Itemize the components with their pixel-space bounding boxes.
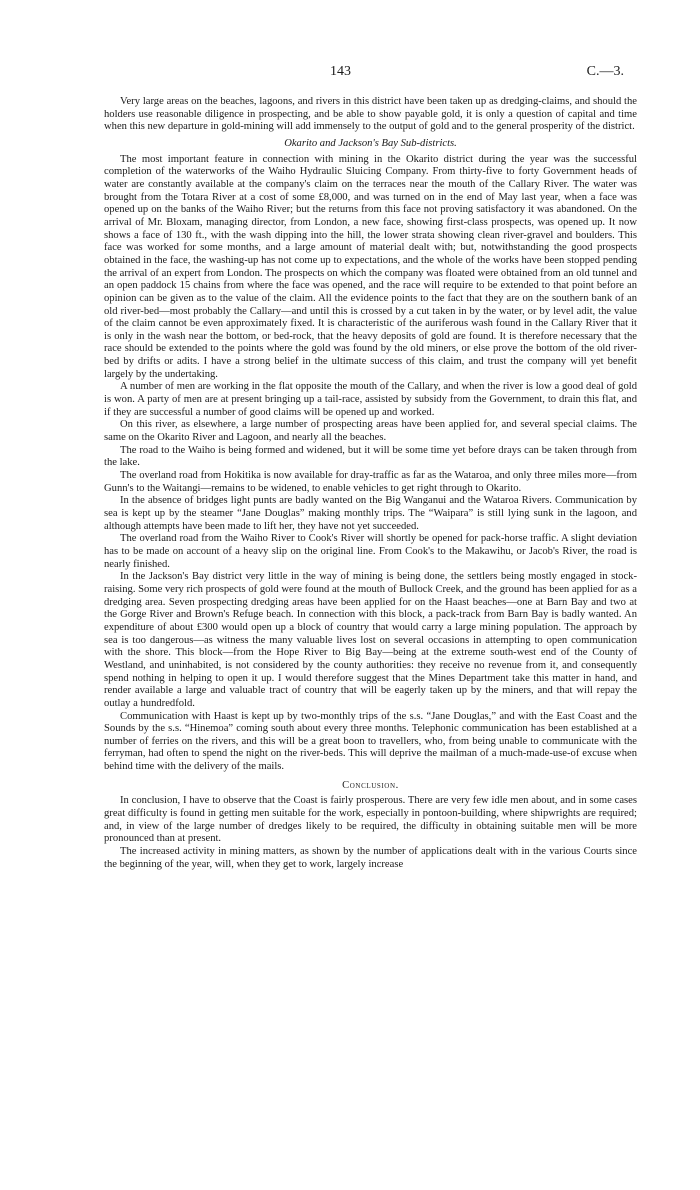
paragraph-intro: Very large areas on the beaches, lagoons, and rivers in this district have been taken up as dredging-claims, and should the holders use reasonable diligence in prospecting, and be able to show payable gold, it is only a question of capital and time when this new departure in gold-mining will add immensely to the output of gold and to the general prosperity of the district.	[104, 96, 637, 133]
paragraph: Communication with Haast is kept up by two-monthly trips of the s.s. “Jane Douglas,” and with the East Coast and the Sounds by the s.s. “Hinemoa” coming south about every three months. Telephonic communication has been established at a number of ferries on the rivers, and this will be a great boon to travellers, who, from being unable to communicate with the ferryman, had often to spend the night on the river-beds. This will deprive the mailman of a much-made-use-of excuse when behind time with the delivery of the mails.	[104, 710, 637, 773]
paragraph: The overland road from the Waiho River to Cook's River will shortly be opened for pack-horse traffic. A slight deviation has to be made on account of a heavy slip on the original line. From Cook's to the Makawihu, or Jacob's River, the road is nearly finished.	[104, 533, 637, 570]
paragraph: In conclusion, I have to observe that the Coast is fairly prosperous. There are very few idle men about, and in some cases great difficulty is found in getting men suitable for the work, especially in pontoon-building, where shipwrights are required; and, in view of the large number of dredges likely to be required, the difficulty in obtaining suitable men will be more pronounced than at present.	[104, 795, 637, 845]
page-number: 143	[330, 64, 351, 79]
paragraph: The overland road from Hokitika is now available for dray-traffic as far as the Wataroa, and only three miles more—from Gunn's to the Waitangi—remains to be widened, to enable vehicles to get right through to Okarito.	[104, 470, 637, 494]
paper-reference: C.—3.	[586, 64, 624, 79]
paragraph: The most important feature in connection with mining in the Okarito district during the year was the successful completion of the waterworks of the Waiho Hydraulic Sluicing Company. From thirty-five to forty Government heads of water are constantly available at the company's claim on the terraces near the mouth of the Callary River. The water was brought from the Totara River at a cost of some £8,000, and was turned on in the end of May last year, when a face was opened up on the banks of the Waiho River; but the returns from this face not proving satisfactory it was abandoned. On the arrival of Mr. Bloxam, managing director, from London, a new face, showing first-class prospects, was opened up. It now shows a face of 130 ft., with the wash dipping into the hill, the lower strata showing clean river-gravel and boulders. This face was worked for some months, and a large amount of material dealt with; but, notwithstanding the good prospects obtained in the face, the washing-up has not come up to expectations, and the whole of the works have been stopped pending the arrival of an expert from London. The prospects on which the company was floated were obtained from an old tunnel and an open paddock 15 chains from where the face was opened, and the race will require to be extended to that point before an opinion can be given as to the value of the claim. All the evidence points to the fact that they are on the southern bank of an old river-bed—most probably the Callary—and until this is crossed by a cut taken in by the water, or by level adit, the value of the claim cannot be even approximately fixed. It is characteristic of the auriferous wash found in the Callary River that it is only in the wash near the bottom, or bed-rock, that the heavy deposits of gold are found. It is therefore necessary that the race should be extended to the points where the gold was found by the old miners, or else prove the bottom of the old river-bed by drifts or adits. I have a strong belief in the ultimate success of this claim, and trust the company will yet benefit largely by the undertaking.	[104, 153, 637, 380]
page-header	[0, 64, 700, 84]
body-text	[104, 96, 637, 871]
paragraph: In the Jackson's Bay district very little in the way of mining is being done, the settlers being mostly engaged in stock-raising. Some very rich prospects of gold were found at the mouth of Bullock Creek, and the ground has been applied for as a dredging area. Seven prospecting dredging areas have been applied for on the Haast beaches—one at Barn Bay and two at the Gorge River and Brown's Refuge beach. In connection with this block, a pack-track from Barn Bay is badly wanted. An expenditure of about £300 would open up a block of country that would carry a large mining population. The approach by sea is too dangerous—as witness the many valuable lives lost on several occasions in attempting to open communication with the shore. This block—from the Hope River to Big Bay—being at the extreme south-west end of the County of Westland, and uninhabited, is not considered by the county authorities: they receive no revenue from it, and consequently spend nothing in helping to open it up. I would therefore suggest that the Mines Department take this matter in hand, and render available a large and valuable tract of country that will be eagerly taken up by the miners, and that will repay the outlay a hundredfold.	[104, 571, 637, 709]
paragraph: In the absence of bridges light punts are badly wanted on the Big Wanganui and the Wataroa Rivers. Communication by sea is kept up by the steamer “Jane Douglas” making monthly trips. The “Waipara” is still lying sunk in the lagoon, and although attempts have been made to lift her, they have not yet succeeded.	[104, 495, 637, 532]
paragraph: The increased activity in mining matters, as shown by the number of applications dealt with in the various Courts since the beginning of the year, will, when they get to work, largely increase	[104, 846, 637, 870]
paragraph: On this river, as elsewhere, a large number of prospecting areas have been applied for, and several special claims. The same on the Okarito River and Lagoon, and nearly all the beaches.	[104, 419, 637, 444]
paragraph: The road to the Waiho is being formed and widened, but it will be some time yet before drays can be taken through from the lake.	[104, 444, 637, 469]
section-heading-okarito: Okarito and Jackson's Bay Sub-districts.	[284, 137, 457, 149]
paragraph: A number of men are working in the flat opposite the mouth of the Callary, and when the river is low a good deal of gold is won. A party of men are at present bringing up a tail-race, assisted by subsidy from the Government, to drain this flat, and if they are successful a number of good claims will be opened up and worked.	[104, 381, 637, 418]
section-heading-conclusion: Conclusion.	[342, 779, 399, 791]
